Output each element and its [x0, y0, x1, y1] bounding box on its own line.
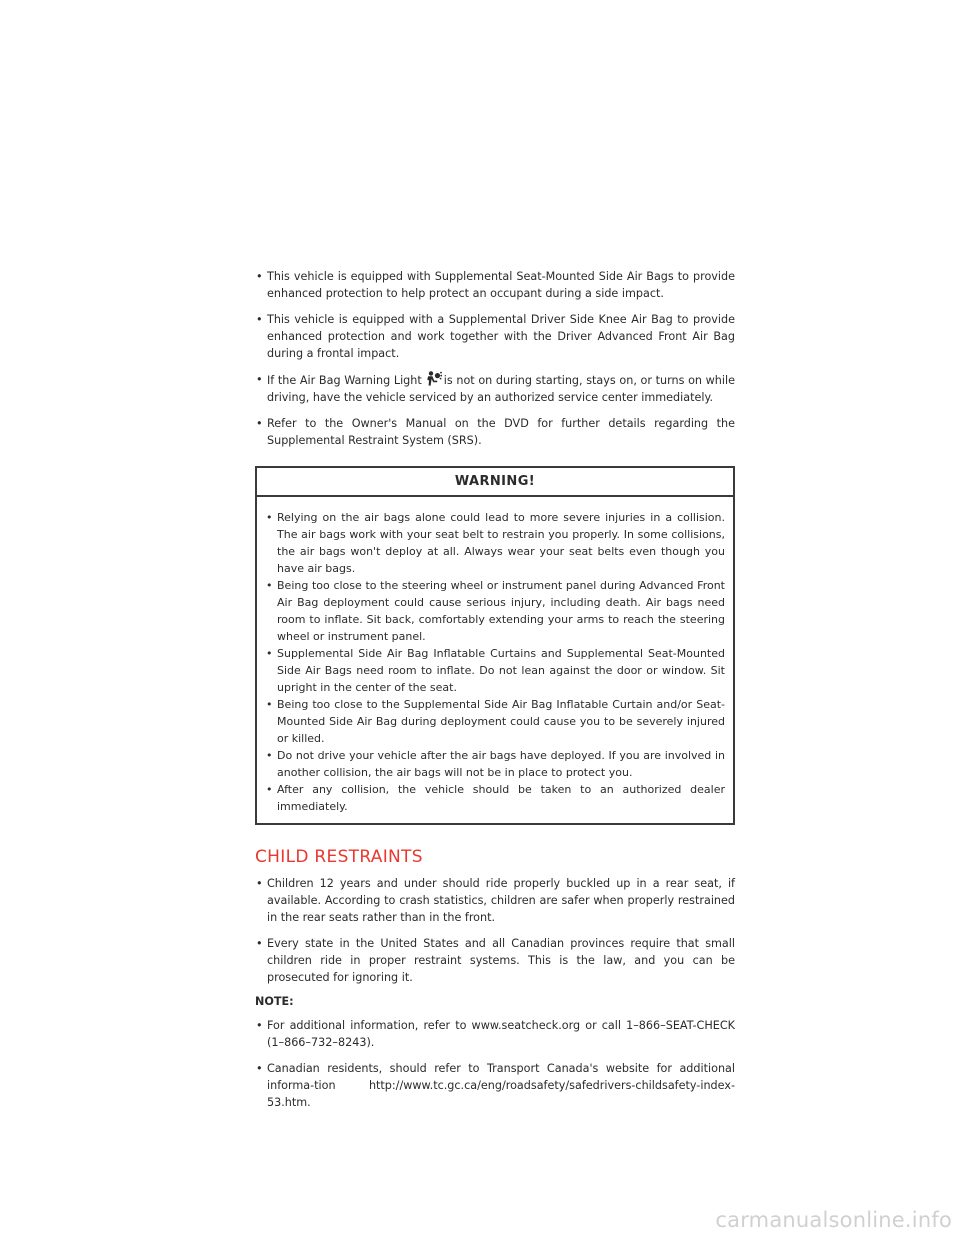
list-item: [255, 268, 735, 302]
intro-bullet-list: [255, 268, 735, 449]
warning-item-text: Relying on the air bags alone could lead to more severe injuries in a collision. The air bags work with your seat belt to restrain you properly. In some collisions, the air bags won't deploy at all. Always wear your seat belts even though you have air bags.: [277, 511, 725, 575]
warning-item: [265, 645, 725, 696]
bullet-text: Every state in the United States and all Canadian provinces require that small children ride in proper restraint systems. This is the law, and you can be prosecuted for ignoring it.: [267, 937, 735, 984]
bullet-text: If the Air Bag Warning Light: [267, 374, 422, 387]
warning-item: [265, 509, 725, 577]
warning-item-text: Supplemental Side Air Bag Inflatable Curtains and Supplemental Seat-Mounted Side Air Bags need room to inflate. Do not lean against the door or window. Sit upright in the center of the seat.: [277, 647, 725, 694]
page-content: [255, 268, 735, 1120]
bullet-text: Canadian residents, should refer to Transport Canada's website for additional informa-tion http://www.tc.gc.ca/eng/roadsafety/safedrivers-childsafety-index-53.htm.: [267, 1062, 735, 1109]
warning-item-text: After any collision, the vehicle should be taken to an authorized dealer immediately.: [277, 783, 725, 813]
child-bullet-list: [255, 875, 735, 986]
watermark-text: carmanualsonline.info: [715, 1208, 952, 1232]
list-item: [255, 875, 735, 926]
warning-item: [265, 781, 725, 815]
list-item: [255, 1060, 735, 1111]
section-title-child-restraints: CHILD RESTRAINTS: [255, 847, 423, 867]
warning-body: [257, 497, 733, 823]
warning-item-text: Do not drive your vehicle after the air bags have deployed. If you are involved in another collision, the air bags will not be in place to protect you.: [277, 749, 725, 779]
bullet-text: For additional information, refer to www.seatcheck.org or call 1–866–SEAT-CHECK (1–866–732–8243).: [267, 1019, 735, 1049]
warning-box: [255, 466, 735, 825]
list-item-airbag-light: [255, 371, 735, 406]
bullet-text: This vehicle is equipped with a Supplemental Driver Side Knee Air Bag to provide enhanced protection and work together with the Driver Advanced Front Air Bag during a frontal impact.: [267, 313, 735, 360]
note-label: NOTE:: [255, 995, 294, 1008]
list-item: [255, 415, 735, 449]
bullet-text: Refer to the Owner's Manual on the DVD for further details regarding the Supplemental Restraint System (SRS).: [267, 417, 735, 447]
note-bullet-list: [255, 1017, 735, 1111]
warning-item: [265, 747, 725, 781]
bullet-text: Children 12 years and under should ride properly buckled up in a rear seat, if available. According to crash statistics, children are safer when properly restrained in the rear seats rather than in the front.: [267, 877, 735, 924]
warning-item-text: Being too close to the Supplemental Side Air Bag Inflatable Curtain and/or Seat-Mounted Side Air Bag during deployment could cause you to be severely injured or killed.: [277, 698, 725, 745]
list-item: [255, 311, 735, 362]
bullet-text: This vehicle is equipped with Supplemental Seat-Mounted Side Air Bags to provide enhanced protection to help protect an occupant during a side impact.: [267, 270, 735, 300]
list-item: [255, 935, 735, 986]
warning-title: WARNING!: [257, 468, 733, 497]
bullet-text: is not on during starting, stays on, or turns on while driving, have the vehicle serviced by an authorized service center immediately.: [267, 374, 735, 404]
warning-item: [265, 696, 725, 747]
warning-list: [265, 509, 725, 815]
airbag-warning-icon: [426, 371, 442, 386]
warning-item: [265, 577, 725, 645]
warning-item-text: Being too close to the steering wheel or instrument panel during Advanced Front Air Bag deployment could cause serious injury, including death. Air bags need room to inflate. Sit back, comfortably extending your arms to reach the steering wheel or instrument panel.: [277, 579, 725, 643]
list-item: [255, 1017, 735, 1051]
